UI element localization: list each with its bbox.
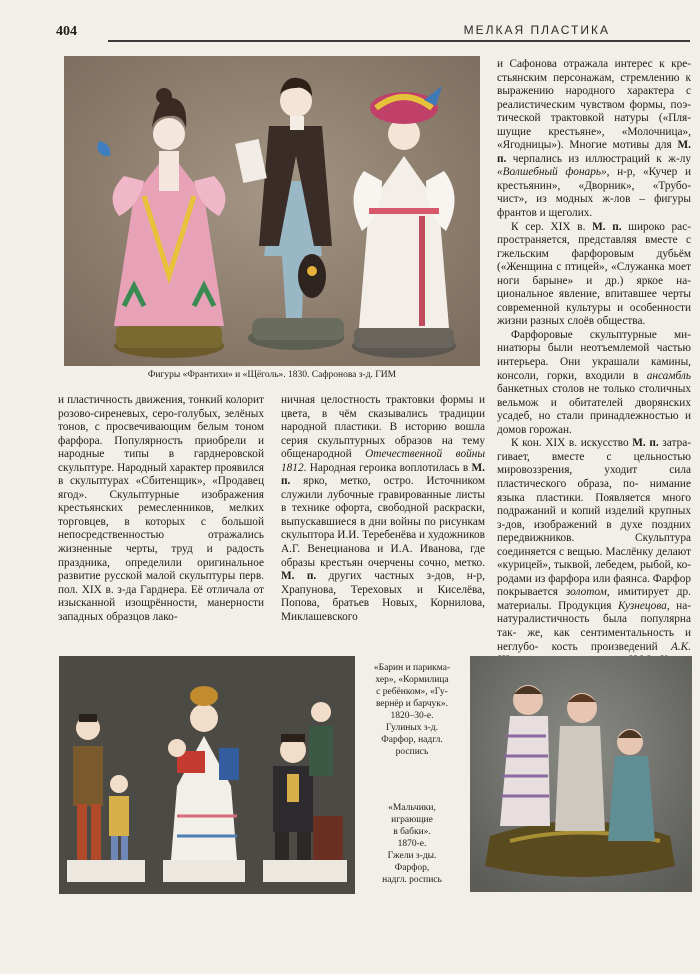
text-span: франтов и щеголих. [497,207,593,220]
caption-bottom-left [360,662,464,758]
column-1-paragraph: и пластичность движения, тонкий колорит розово-сиреневых, серо-голубых, зелёных тонов, с просвечивающим белым тоном фарфора. Популярность приобрели и народные типы в гарднеровской скульптуре. Народный характер проявился в скульптурах «Сбитенщик», «Продавец ягод». Скульптурные изображения крестьянских ремесленников, мелких торговцев, в которых с большой непосредственностью отражались жизненные черты, труд и радость праздника, определили оригинальное развитие русской малой скульптуры перв. пол. XIX в. з-да Гарднера. Её отличала от изысканной изощрённости, манерности западных образцов лако- [58,394,264,623]
text-span: реалистическим чувством формы, поэ- [497,98,691,111]
text-span: вельмож и обитателей дворянских [497,396,691,409]
text-span: «курицей», тыквой, лебедем, рыбой, ко- [497,559,691,572]
text-span: же, как сентиментальность и неглубо- [497,626,692,653]
text-span: жизни разных слоёв общества. [497,315,646,328]
text-span: крупных з-дов, изображений в духе [497,505,691,531]
text-span: много подражаний и копий изделий [497,491,692,518]
italic-title: «Волшебный фонарь» [497,166,607,179]
term-abbrev: М. [677,139,691,152]
text-span: К сер. XIX в. [511,220,593,233]
caption-line: с ребёнком», «Гу- [376,687,448,697]
text-span: гивает, вместе с цельностью мировоззрения, [497,450,691,477]
text-span: банкетных столов не только столичных [497,383,691,396]
text-span: шущие крестьяне», «Молочница», [497,125,691,138]
text-span: широко рас- [621,220,691,233]
text-span: стьянским персонажам, стремлению [497,71,680,84]
figurines-photo-top [64,56,480,366]
caption-line: вернёр и барчук». [375,699,449,709]
figurines-photo-bottom-right [470,656,692,892]
caption-line: Фарфор, надгл. [381,735,443,745]
text-span: усадеб, но стали принадлежностью и [497,410,691,423]
caption-line: 1820–30-е. [390,711,434,721]
paragraph-2 [497,221,691,329]
text-span: , имитирует др. [606,586,691,599]
text-span: циональное явление, впитавшее черты [497,288,691,301]
text-span: К кон. XIX в. искусство [511,437,633,450]
text-column-2 [281,394,485,664]
text-span: («Женщина с птицей», «Служанка [497,261,665,274]
right-column-text [497,58,691,660]
caption-line: Гулиных з-д. [385,723,438,733]
caption-line: надгл. роспись [382,875,442,885]
caption-line: Гжели з-ды. [387,851,437,861]
figurines-photo-bottom-left [59,656,355,894]
text-span: затра- [658,437,691,450]
caption-line: играющие [391,815,433,825]
caption-top: Фигуры «Франтихи» и «Щёголь». 1830. Сафронова з-д. ГИМ [147,370,397,380]
text-span: к выражению народного характера с [497,71,692,98]
text-span: ярко, метко, остро. Источником служили лубочные гравированные листы в технике офорта, свободной раскраски, выпускавшиеся в дни войны по рисункам скульптора И.И. Теребенёва и художников А.Г. Венецианова и И.А. Иванова, где образы крестьян очерчены сочно, метко. [281,475,485,569]
caption-bottom-right [360,802,464,886]
caption-line: роспись [395,747,429,757]
text-span: других частных з-дов, н-р, Храпунова, Тереховых и Киселёва, Попова, братьев Новых, Корнилова, Миклашевского [281,570,485,623]
text-span: консоли, горки, входили в [497,369,647,382]
page-header [56,22,688,44]
text-span: домов горожан. [497,423,572,436]
text-span: чист», из модных ж-лов – фигуры [497,193,691,206]
text-span: кость произведений [551,640,671,653]
term-abbrev: М. п. [592,220,622,233]
text-span: , н-р, «Кучер [606,166,678,179]
text-span: уходит сила пластического образа, по- [497,464,691,490]
text-span: современной культуры и особенности [497,301,691,314]
page-number: 404 [56,24,77,39]
text-span: и Сафонова отражала интерес к кре- [497,58,691,70]
text-span: . Народная героика воплотилась в [303,461,472,474]
text-span: родами из фарфора или фаянса. Фарфор [497,572,691,585]
term-abbrev: М. п. [281,570,317,583]
term-abbrev: М. п. [281,461,485,488]
italic-name: А.К. [670,640,691,653]
header-rule [108,40,690,42]
text-span: натуралистичность была популярна так- [497,613,691,639]
text-span: «Ягодницы»). Многие мотивы для [497,139,678,152]
column-2-paragraph [281,394,485,624]
text-span: , на- [666,599,691,612]
text-span: и крестьянин», «Дворник», «Трубо- [497,166,691,192]
text-column-1 [58,394,264,664]
text-span: поздних передвижников. Скульптура [497,518,692,545]
caption-line: «Барин и парикма- [373,663,451,673]
text-span: ничная целостность трактовки формы и цвета, в чём сказывались традиции народной пластики. В историю вошла серия скульптурных образов на тему общенародной [281,394,485,461]
text-span: черпались из иллюстраций к ж-лу [506,152,691,165]
text-span: соединяется с вещью. Маслёнку делают [497,545,691,558]
text-span: материалы. Продукция [497,599,618,612]
text-span: ниатюры были неотъемлемой частью [497,342,691,355]
text-span: нимание языка пластики. Появляется [497,477,691,504]
paragraph-1 [497,58,691,221]
italic-term: золотом [565,586,607,599]
caption-line: 1870-е. [397,839,427,849]
text-span: моет ноги барыне» и др.) яркое на- [497,261,692,287]
text-span: интерьера. Они украшали камины, [497,356,691,369]
caption-line: в бабки». [393,827,431,837]
term-abbrev: М. п. [632,437,659,450]
text-span: Фарфоровые скульптурные ми- [511,328,691,341]
text-span: с гжельским фарфоровым дубьём [497,234,691,260]
caption-line: хер», «Кормилица [375,675,449,685]
italic-term: Отечественной войны 1812 [281,448,485,474]
running-title: МЕЛКАЯ ПЛАСТИКА [463,23,610,37]
italic-term: ансамбль [646,369,691,382]
italic-name: Кузнецова [617,599,667,612]
text-span: покрывается [497,586,566,599]
text-span: тической трактовкой натуры («Пля- [497,112,691,125]
caption-line: Фарфор, [394,863,430,873]
caption-line: «Мальчики, [388,803,436,813]
text-span: пространяется, представляя вместе [497,234,678,247]
paragraph-3 [497,329,691,437]
term-abbrev: п. [497,152,507,165]
